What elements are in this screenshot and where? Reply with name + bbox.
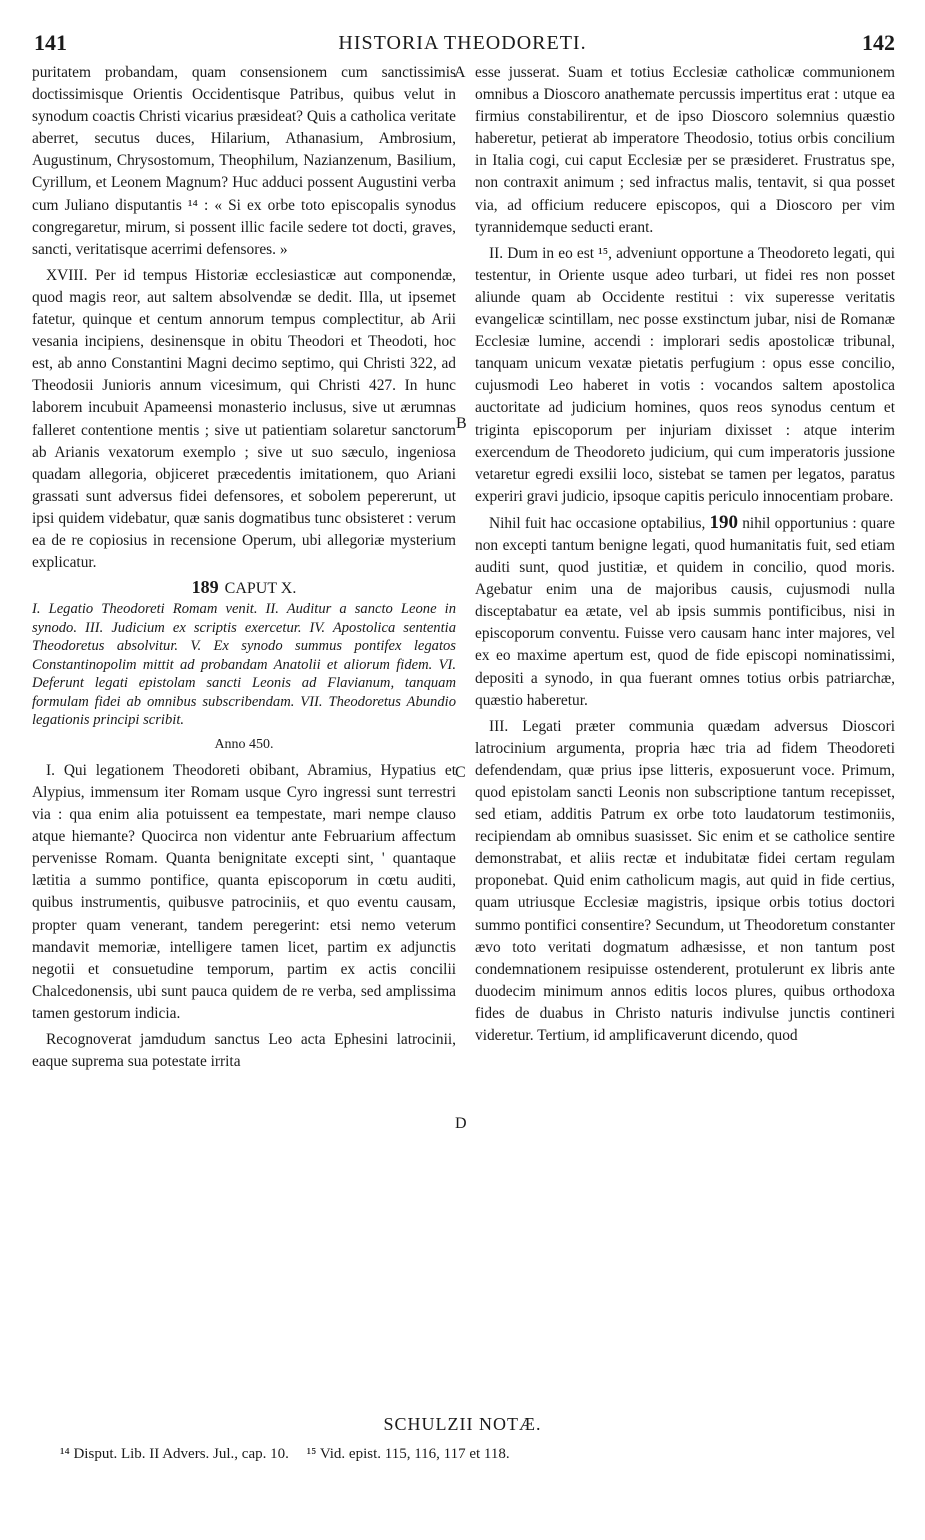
paragraph: esse jusserat. Suam et totius Ecclesiæ catholicæ communionem omnibus a Dioscoro anathemate percussis impertitus erat : utque ea firmius constabilirentur, et de ipso Dioscoro solemnius quæstio haberetur, petierat ab imperatore Theodosio, totius orbis concilium in Italia cogi, cui caput Ecclesiæ per se præsideret. Frustratus spe, non contraxit animum ; sed infractus malis, tentavit, si qua posset via, ad officium reducere episcopos, qui a Dioscoro per vim tyrannidemque seducti erant. xyxy=(475,64,895,236)
notes-title: SCHULZII NOTÆ. xyxy=(383,1414,542,1434)
right-column xyxy=(475,62,895,1047)
chapter-side-number: 189 xyxy=(191,577,219,598)
running-title: HISTORIA THEODORETI. xyxy=(338,32,587,54)
column-side-number: 190 xyxy=(709,511,739,533)
paragraph-text: Nihil fuit hac occasione optabilius, xyxy=(489,514,706,532)
left-column xyxy=(32,62,456,1073)
footnotes xyxy=(60,1446,880,1463)
page-number-left: 141 xyxy=(34,30,67,55)
chapter-summary: I. Legatio Theodoreti Romam venit. II. Auditur a sancto Leone in synodo. III. Judicium ex scriptis exercetur. IV. Apostolica sententia Theodoretus absolvitur. V. Ex synodo summus pontifex legatos Constantinopolim mittit ad probandam Anatolii et aliorum fidem. VI. Deferunt legati epistolam sancti Leonis ad Flavianum, tanquam formulam fidei ab omnibus subscribendam. VII. Theodoretus Abundio legationis principi scribit. xyxy=(32,601,456,729)
paragraph-iii: III. Legati præter communia quædam adversus Dioscori latrocinium argumenta, propria hæc tria ad fidem Theodoreti defendendam, quæ prius ipse litteris, exposuerunt voce. Primum, quod epistolam sancti Leonis non subscriptione tantum recepisset, sed etiam, additis Patrum ex orbe toto laudatorum testimoniis, recipiendam ab omnibus suasisset. Sic enim et se catholice sentire demonstrabat, et aliis rectæ et indubitatæ fidei certam regulam proponebat. Quid enim catholicum magis, aut quid in fide certius, quam utriusque Ecclesiæ magistris, ipsique orbis totius doctori summo pontifici consentire? Secundum, ut Theodoretum constanter ævo toto veritati dogmatum adhæsisse, et non tantum post condemnationem resipuisse ostenderent, protulerunt ex libris ante duodecim minimum annos editis locos plures, quibus orthodoxa fides de duabus in Christo naturis indivulse junctis contineri videretur. Tertium, id amplificaverunt dicendo, quod xyxy=(475,717,895,1045)
paragraph: puritatem probandam, quam consensionem cum sanctissimis doctissimisque Orientis Occidentisque Patribus, quibus velut in synodum coactis Christi vicarius præsideat? Quis a catholica veritate aberret, secutus duces, Hilarium, Athanasium, Ambrosium, Augustinum, Chrysostomum, Theophilum, Nazianzenum, Basilium, Cyrillum, et Leonem Magnum? Huc adduci possent Augustini verba cum Juliano disputantis ¹⁴ : « Si ex orbe toto episcopalis synodus congregaretur, mirum, si possent illic facile sedere tot docti, graves, sancti, veritatisque acerrimi defensores. » xyxy=(32,64,456,258)
running-header xyxy=(30,30,895,60)
paragraph-i: I. Qui legationem Theodoreti obibant, Abramius, Hypatius et Alypius, immensum iter Romam usque Cyro ingressi sunt terrestri via : qua enim alia potuissent ea tempestate, mari nempe clauso atque hiemante? Quocirca non videntur ante Februarium affectum pervenisse Romam. Quanta benignitate excepti sint, ' quantaque lætitia a summo pontifice, quanta episcoporum in cœtu auditi, quibus instrumentis, quibusve patrociniis, et quo eventu causam, propter quam venerant, tandem peregerint: etsi nemo veterum mandavit memoriæ, intelligere tamen licet, partim ex adjunctis negotii et consuetudine temporum, partim ex actis concilii Chalcedonensis, ubi sunt pauca quidem de re verba, sed amplissima tamen gestorum indicia. xyxy=(32,761,456,1022)
chapter-heading xyxy=(32,576,456,600)
footnote-14: ¹⁴ Disput. Lib. II Advers. Jul., cap. 10. xyxy=(60,1446,289,1462)
chapter-title: CAPUT X. xyxy=(224,580,297,598)
page-number-right: 142 xyxy=(862,30,895,55)
margin-marker-c: C xyxy=(455,764,466,781)
paragraph-ii: II. Dum in eo est ¹⁵, adveniunt opportune a Theodoreto legati, qui testentur, in Oriente usque adeo turbari, ut fidei res non posset aliunde quam ab Occidente restitui : vix superesse veritatis evangelicæ scintillam, nec posse exstinctum jubar, nisi de Romanæ Ecclesiæ lumine, accendi : implorari sedis apostolicæ tribunal, tanquam unicum vexatæ pietatis perfugium : opus esse concilio, cujusmodi Leo haberet in votis : vocandos saltem apostolica auctoritate ad judicium homines, quos reos synodus centum et triginta episcoporum per injuriam dixisset : atque interim exercendum de Theodoreto judicium, qui cum imperatoris jussione vetaretur egredi exsilii loco, sistebat se tamen per legatos, paratus experiri gravi judicio, ipsoque capitis periculo innocentiam probare. xyxy=(475,244,895,505)
footnote-15: ¹⁵ Vid. epist. 115, 116, 117 et 118. xyxy=(306,1446,510,1462)
margin-marker-a: A xyxy=(454,64,466,81)
year-note: Anno 450. xyxy=(214,736,274,752)
margin-marker-b: B xyxy=(456,415,467,432)
margin-marker-d: D xyxy=(455,1115,467,1132)
paragraph xyxy=(475,512,895,712)
paragraph-xviii: XVIII. Per id tempus Historiæ ecclesiasticæ aut componendæ, quod magis reor, aut saltem absolvendæ se dedit. Illa, ut ipsemet fatetur, quinque et centum annorum tempus complectitur, ab Arii vesania incipiens, desinensque in obitu Theodori et Theodoti, hoc est, ab anno Constantini Magni decimo septimo, qui Christi 322, ad Theodosii Junioris annum vicesimum, qui Christi 427. In hunc laborem incubuit Apameensi monasterio inclusus, sive ut ærumnas falleret contentione mentis ; sive ut patientiam solaretur sanctorum ab Arianis vexatorum exemplo ; sive ut suo sæculo, ingeniosa quadam allegoria, objiceret præcedentis imitationem, quo Ariani grassati sunt adversus fidei defensores, et sobolem pepererunt, ut ipsi quidem videbatur, quæ sanis dogmatibus tunc obsisteret : verum ea de re copiosius in recensione Operum, ubi allegoriæ mysterium explicatur. xyxy=(32,266,456,572)
paragraph-text: nihil opportunius : quare non excepti tantum benigne legati, quod humanitatis fuit, sed etiam auditi sunt, quod justitiæ, et quidem in concilio, quod moris. Agebatur enim una de majoribus causis, cujusmodi nulla disceptabatur ea ætate, vel ab ipsis summis pontificibus, nisi in episcoporum conventu. Fuisse vero causam hanc inter majores, vel ex eo maxime apertum est, quod de fide episcopi nominatissimi, depositi a synodo, in qua fuerant omnes totius orbis patriarchæ, quæstio haberetur. xyxy=(475,514,895,709)
paragraph: Recognoverat jamdudum sanctus Leo acta Ephesini latrocinii, eaque suprema sua potestate irrita xyxy=(32,1030,456,1071)
